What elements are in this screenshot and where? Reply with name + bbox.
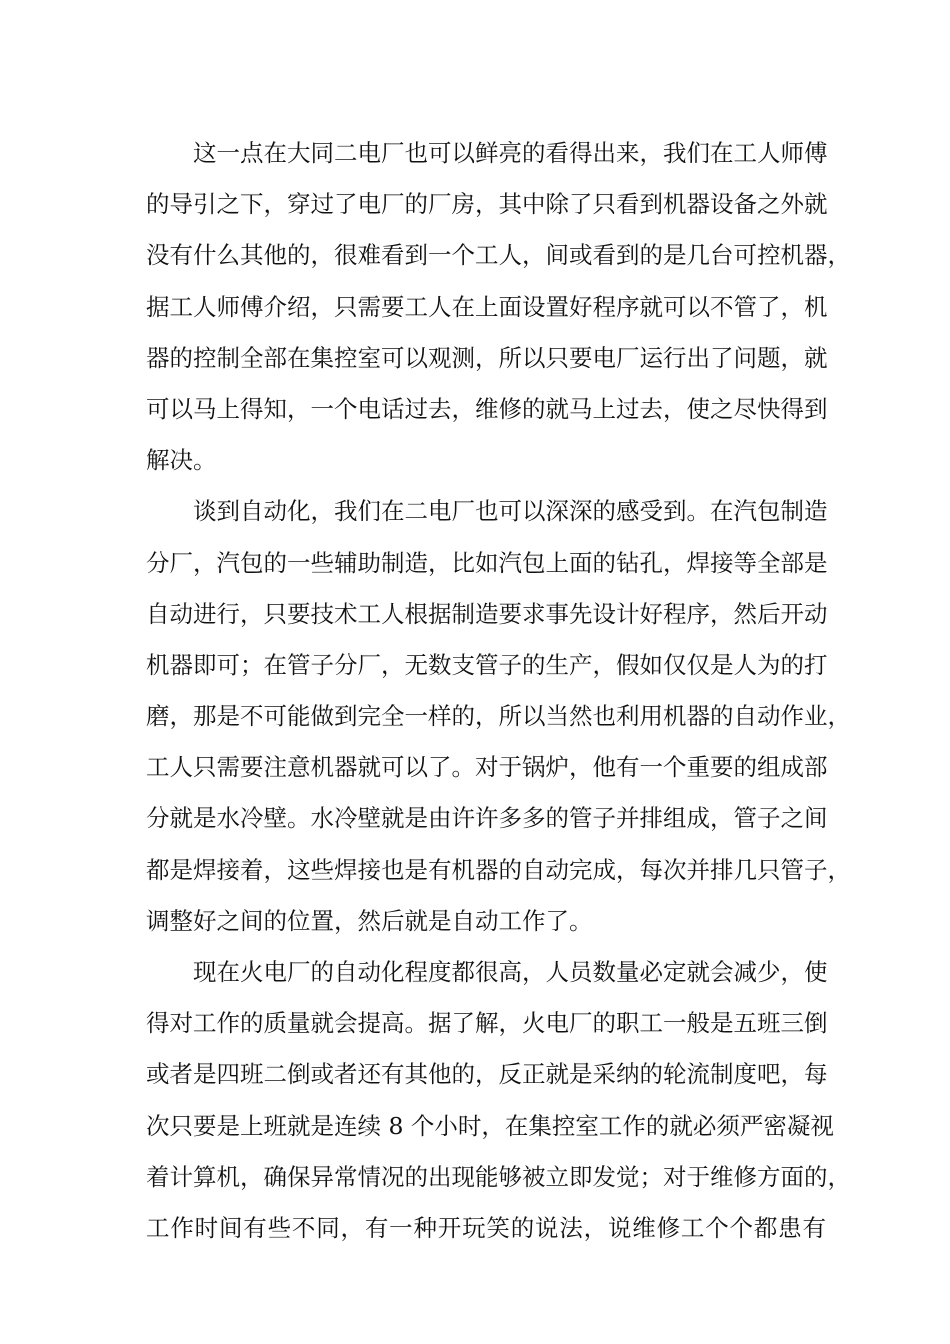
paragraph-2-line-4: 机器即可；在管子分厂，无数支管子的生产，假如仅仅是人为的打 (146, 650, 828, 679)
paragraph-1-line-7: 解决。 (146, 446, 217, 475)
paragraph-2-line-2: 分厂，汽包的一些辅助制造，比如汽包上面的钻孔，焊接等全部是 (146, 548, 828, 577)
paragraph-1-line-1: 这一点在大同二电厂也可以鲜亮的看得出来，我们在工人师傅 (193, 139, 828, 167)
paragraph-2-line-3: 自动进行，只要技术工人根据制造要求事先设计好程序，然后开动 (146, 599, 828, 628)
paragraph-1-line-3: 没有什么其他的，很难看到一个工人，间或看到的是几台可控机器， (146, 241, 851, 270)
paragraph-2-line-5: 磨，那是不可能做到完全一样的，所以当然也利用机器的自动作业， (146, 702, 851, 731)
paragraph-3-line-4: 次只要是上班就是连续 8 个小时，在集控室工作的就必须严密凝视 (146, 1111, 834, 1140)
paragraph-3-line-3: 或者是四班二倒或者还有其他的，反正就是采纳的轮流制度吧，每 (146, 1060, 828, 1089)
paragraph-2-line-7: 分就是水冷壁。水冷壁就是由许许多多的管子并排组成，管子之间 (146, 804, 828, 833)
paragraph-3-line-5: 着计算机，确保异常情况的出现能够被立即发觉；对于维修方面的， (146, 1162, 851, 1191)
paragraph-1-line-5: 器的控制全部在集控室可以观测，所以只要电厂运行出了问题，就 (146, 343, 828, 372)
paragraph-3-line-6: 工作时间有些不同，有一种开玩笑的说法，说维修工个个都患有 (146, 1213, 826, 1242)
paragraph-2-line-6: 工人只需要注意机器就可以了。对于锅炉，他有一个重要的组成部 (146, 753, 828, 782)
paragraph-3-line-1: 现在火电厂的自动化程度都很高，人员数量必定就会减少，使 (193, 958, 828, 986)
paragraph-3-line-2: 得对工作的质量就会提高。据了解，火电厂的职工一般是五班三倒 (146, 1009, 828, 1038)
paragraph-1-line-2: 的导引之下，穿过了电厂的厂房，其中除了只看到机器设备之外就 (146, 190, 828, 219)
paragraph-1-line-4: 据工人师傅介绍，只需要工人在上面设置好程序就可以不管了，机 (146, 292, 828, 321)
paragraph-2-line-9: 调整好之间的位置，然后就是自动工作了。 (146, 906, 593, 935)
paragraph-2-line-8: 都是焊接着，这些焊接也是有机器的自动完成，每次并排几只管子， (146, 855, 851, 884)
paragraph-1-line-6: 可以马上得知，一个电话过去，维修的就马上过去，使之尽快得到 (146, 394, 828, 423)
body-text (146, 128, 851, 1254)
paragraph-2-line-1: 谈到自动化，我们在二电厂也可以深深的感受到。在汽包制造 (193, 497, 828, 526)
